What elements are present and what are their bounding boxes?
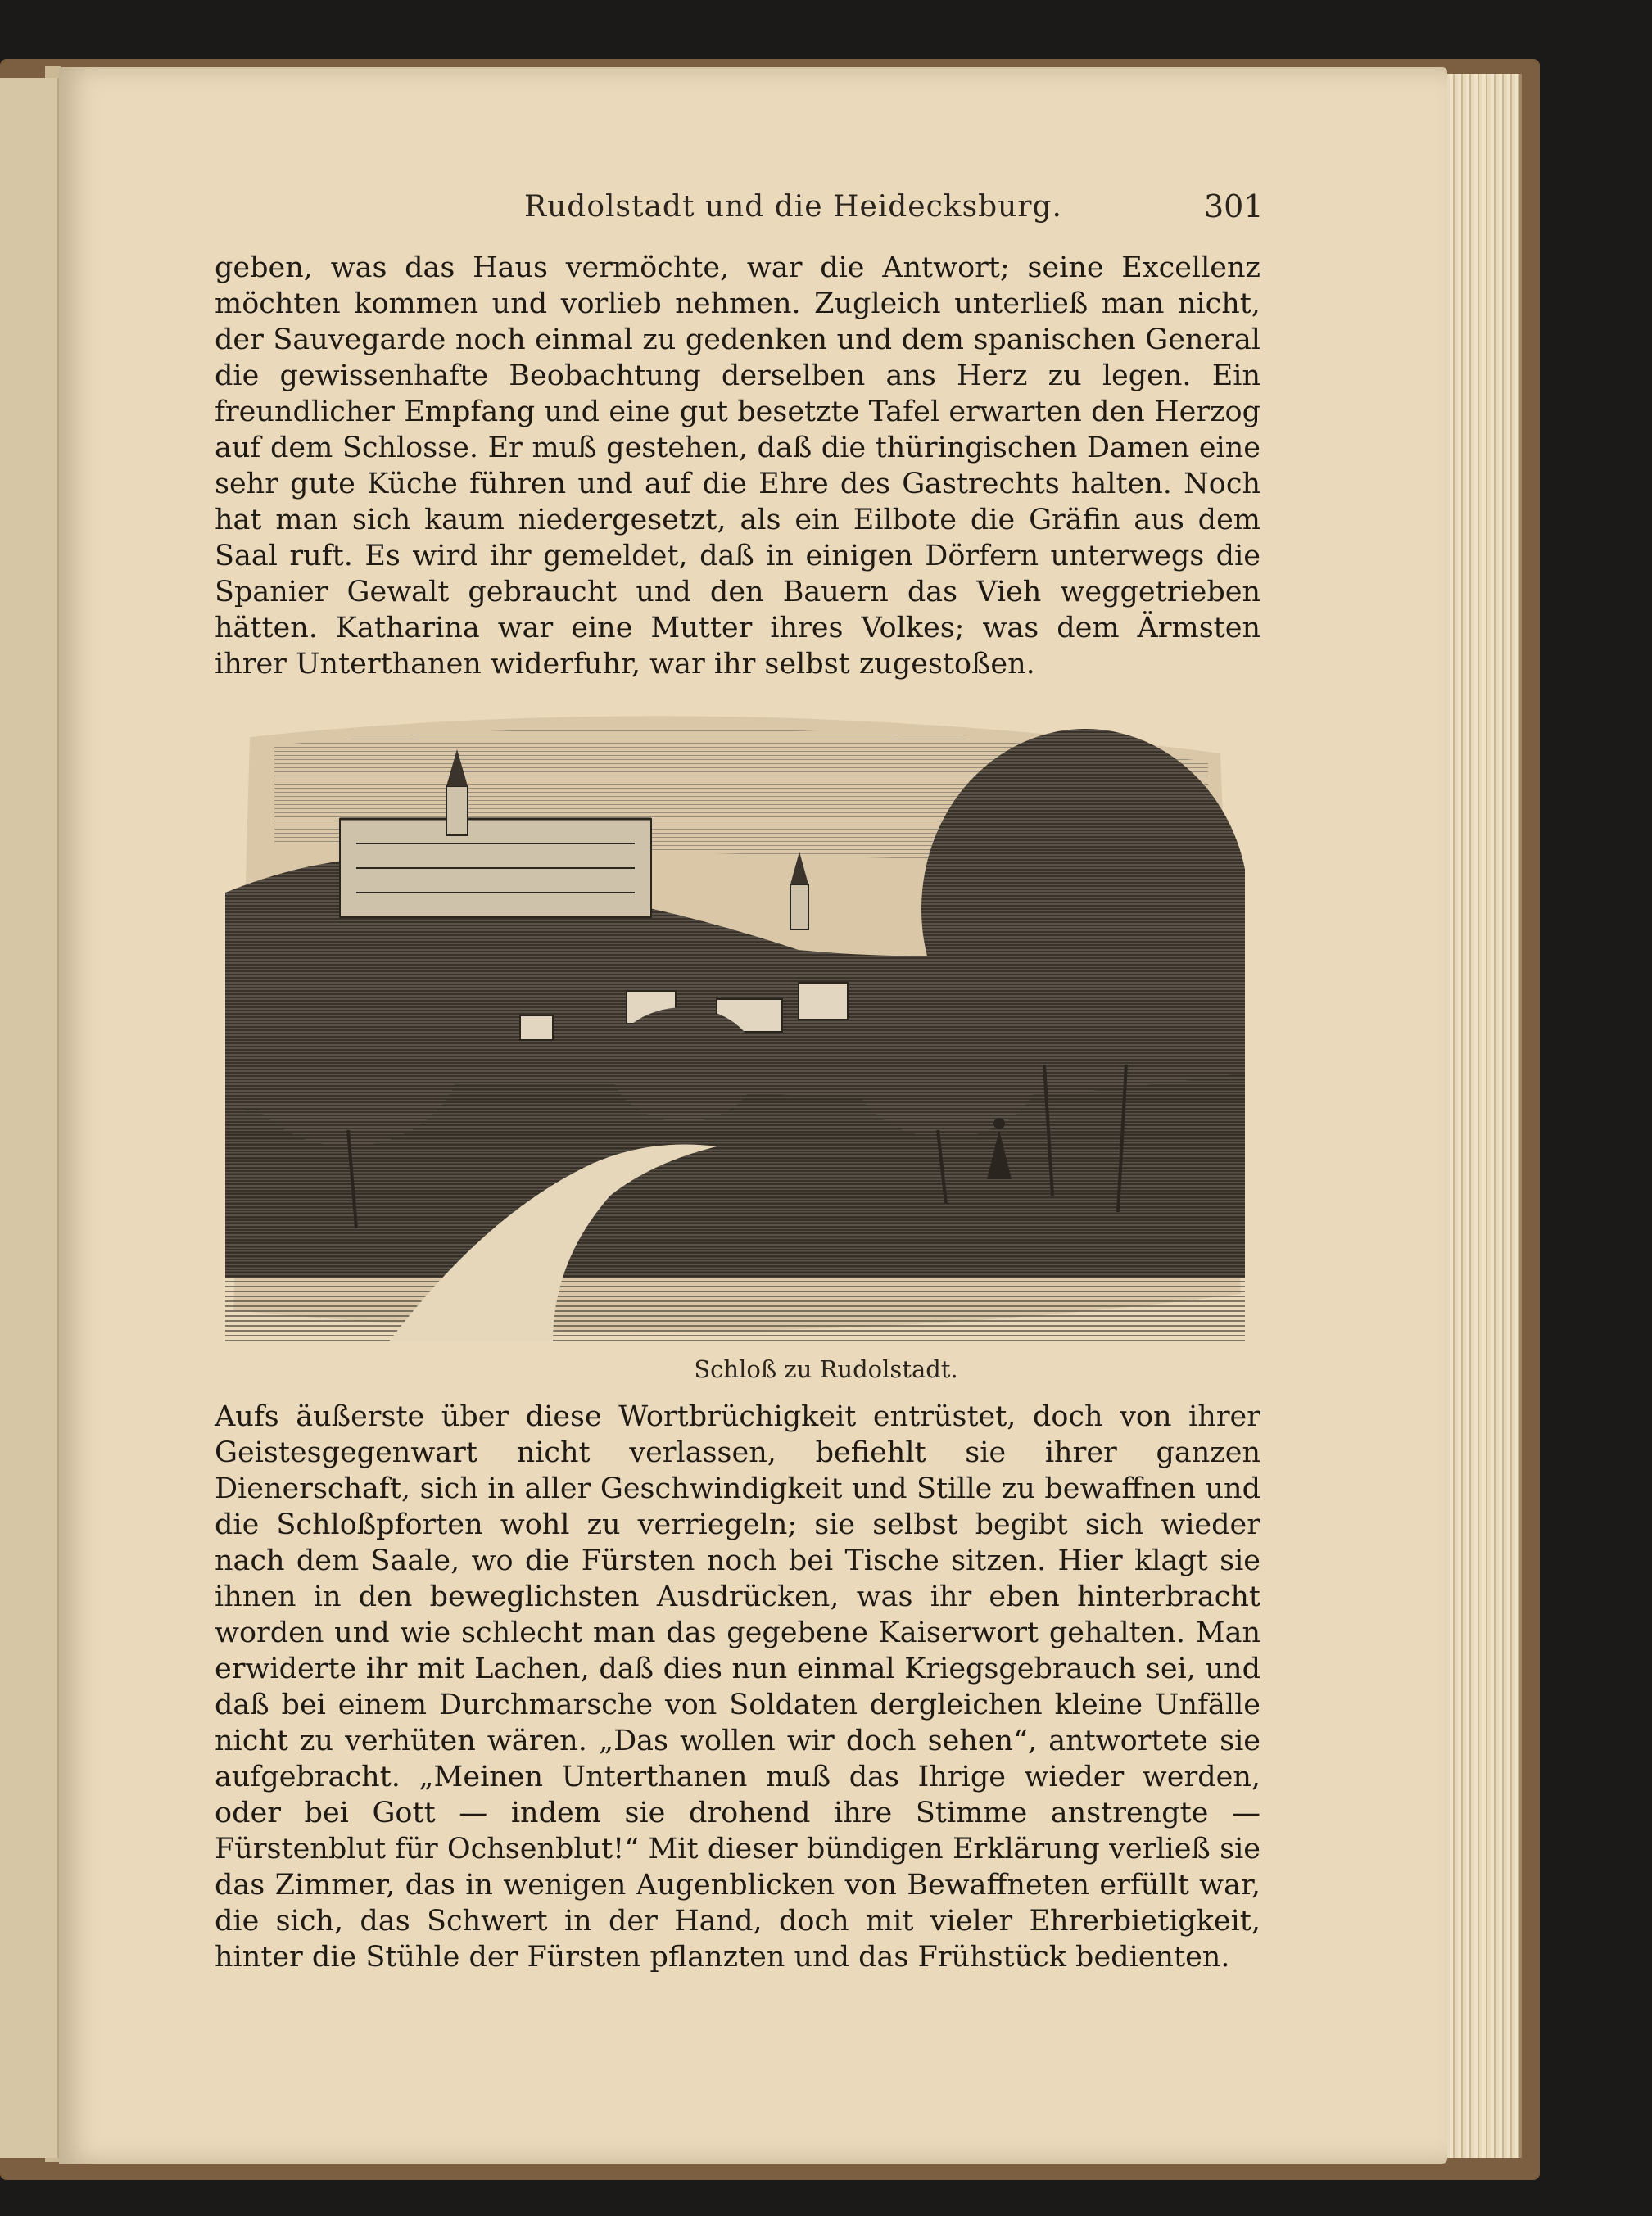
figure-caption: Schloß zu Rudolstadt. (694, 1355, 958, 1383)
page-number: 301 (1204, 188, 1264, 224)
paragraph-2: Aufs äußerste über diese Wortbrüchigkeit entrüstet, doch von ihrer Geistesgegenwart nicht verlassen, befiehlt sie ihrer ganzen Dienerschaft, sich in aller Geschwindigkeit und Stille zu bewaffnen und die Schloßpforten wohl zu verriegeln; sie selbst begibt sich wieder nach dem Saale, wo die Fürsten noch bei Tische sitzen. Hier klagt sie ihnen in den beweglichsten Ausdrücken, was ihr eben hinterbracht worden und wie schlecht man das gegebene Kaiserwort gehalten. Man erwiderte ihr mit Lachen, daß dies nun einmal Kriegsgebrauch sei, und daß bei einem Durchmarsche von Soldaten dergleichen kleine Unfälle nicht zu verhüten wären. „Das wollen wir doch sehen“, antwortete sie aufgebracht. „Meinen Unterthanen muß das Ihrige wieder werden, oder bei Gott — indem sie drohend ihre Stimme anstrengte — Fürstenblut für Ochsenblut!“ Mit dieser bündigen Erklärung verließ sie das Zimmer, das in wenigen Augenblicken von Bewaffneten erfüllt war, die sich, das Schwert in der Hand, doch mit vieler Ehrerbietigkeit, hinter die Stühle der Fürsten pflanzten und das Frühstück bedienten. (215, 1400, 1260, 1974)
engraving-illustration (225, 704, 1245, 1341)
left-page (0, 78, 59, 2158)
running-header: Rudolstadt und die Heidecksburg. (524, 190, 1062, 224)
page-edges (1442, 74, 1522, 2158)
paragraph-1: geben, was das Haus vermöchte, war die Antwort; seine Excellenz möchten kommen und vorlieb nehmen. Zugleich unterließ man nicht, der Sauvegarde noch einmal zu gedenken und dem spanischen General die gewissenhafte Beobachtung derselben ans Herz zu legen. Ein freundlicher Empfang und eine gut besetzte Tafel erwarten den Herzog auf dem Schlosse. Er muß gestehen, daß die thüringischen Damen eine sehr gute Küche führen und auf die Ehre des Gastrechts halten. Noch hat man sich kaum niedergesetzt, als ein Eilbote die Gräfin aus dem Saal ruft. Es wird ihr gemeldet, daß in einigen Dörfern unterwegs die Spanier Gewalt gebraucht und den Bauern das Vieh weggetrieben hätten. Katharina war eine Mutter ihres Volkes; was dem Ärmsten ihrer Unterthanen widerfuhr, war ihr selbst zugestoßen. (215, 251, 1260, 681)
